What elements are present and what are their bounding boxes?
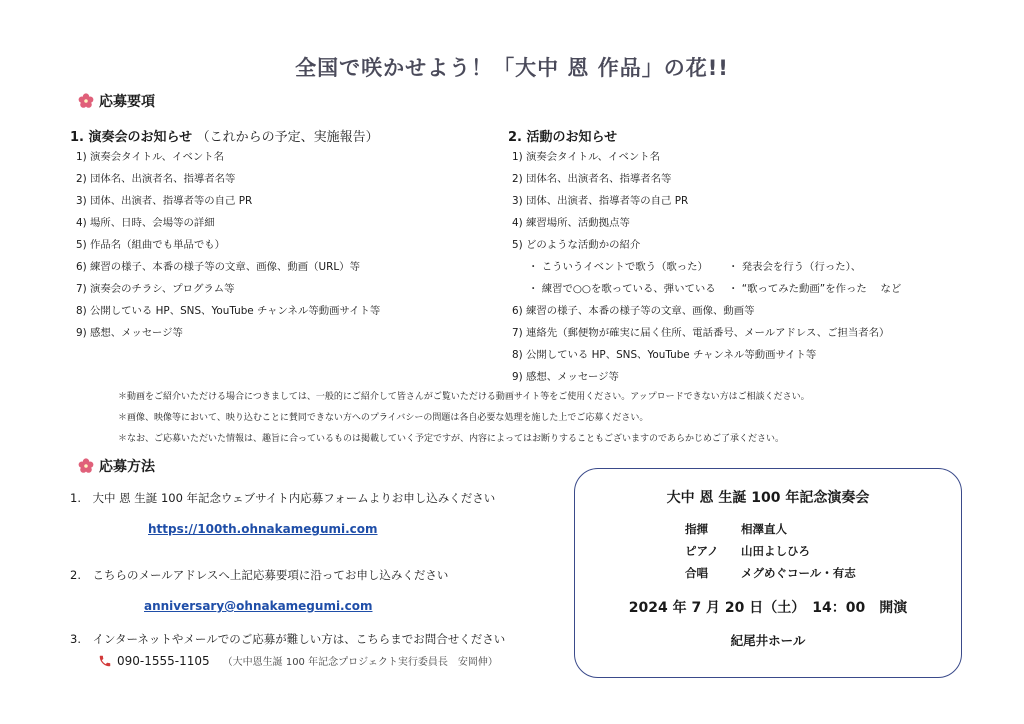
- list-item: 8) 公開している HP、SNS、YouTube チャンネル等動画サイト等: [76, 305, 381, 317]
- concert-date: 2024 年 7 月 20 日（土） 14：00 開演: [628, 600, 908, 616]
- flower-icon: [78, 458, 94, 474]
- credit-name: メグめぐコール・有志: [741, 566, 856, 580]
- note-item: ＊画像、映像等において、映り込むことに賛同できない方へのプライバシーの問題は各自必要な処理を施した上でご応募ください。: [118, 413, 649, 423]
- phone-contact: [98, 653, 498, 668]
- credit-name: 山田よしひろ: [741, 544, 811, 558]
- list-item: 2) 団体名、出演者名、指導者名等: [76, 173, 236, 185]
- requirements-heading: [78, 91, 155, 111]
- credit-role: 指揮: [685, 522, 708, 536]
- phone-note: （大中恩生誕 100 年記念プロジェクト実行委員長 安岡伸）: [222, 657, 498, 668]
- method-step-2: 2. こちらのメールアドレスへ上記応募要項に沿ってお申し込みください: [70, 568, 449, 582]
- website-link[interactable]: https://100th.ohnakamegumi.com: [148, 522, 378, 536]
- notes: [118, 387, 810, 450]
- concert-notice-heading: [70, 126, 379, 145]
- list-item: 4) 練習場所、活動拠点等: [512, 217, 630, 229]
- list-item: 7) 連絡先（郵便物が確実に届く住所、電話番号、メールアドレス、ご担当者名）: [512, 327, 890, 339]
- list-item: 3) 団体、出演者、指導者等の自己 PR: [512, 195, 689, 207]
- list-item: 4) 場所、日時、会場等の詳細: [76, 217, 215, 229]
- page-title: 全国で咲かせよう！「大中 恩 作品」の花!!: [295, 56, 729, 80]
- credit-role: ピアノ: [685, 544, 719, 558]
- concert-info-box: [574, 468, 962, 678]
- example-right: ・ “歌ってみた動画”を作った など: [728, 283, 902, 295]
- activity-notice-list: [512, 146, 901, 388]
- method-heading-label: 応募方法: [99, 459, 155, 475]
- list-item: 5) どのような活動かの紹介: [512, 239, 641, 251]
- activity-notice-heading: 2. 活動のお知らせ: [508, 130, 618, 145]
- list-item: 3) 団体、出演者、指導者等の自己 PR: [76, 195, 253, 207]
- credit-row: [685, 543, 810, 559]
- credit-row: [685, 565, 856, 581]
- concert-venue: 紀尾井ホール: [730, 633, 806, 648]
- example-left: ・ こういうイベントで歌う（歌った）: [528, 261, 708, 273]
- phone-icon: [98, 654, 112, 668]
- list-item: 6) 練習の様子、本番の様子等の文章、画像、動画等: [512, 305, 755, 317]
- email-link[interactable]: anniversary@ohnakamegumi.com: [144, 599, 373, 613]
- example-right: ・ 発表会を行う（行った）、: [728, 261, 862, 273]
- concert-notice-subtitle: （これからの予定、実施報告）: [196, 130, 379, 145]
- note-item: ＊動画をご紹介いただける場合につきましては、一般的にご紹介して皆さんがご覧いただける動画サイト等をご使用ください。アップロードできない方はご相談ください。: [118, 392, 810, 402]
- list-item: 8) 公開している HP、SNS、YouTube チャンネル等動画サイト等: [512, 349, 817, 361]
- note-item: ＊なお、ご応募いただいた情報は、趣旨に合っているものは掲載していく予定ですが、内容によってはお断りすることもございますのであらかじめご了承ください。: [118, 434, 785, 444]
- list-item: 7) 演奏会のチラシ、プログラム等: [76, 283, 235, 295]
- phone-number[interactable]: 090-1555-1105: [117, 653, 210, 668]
- list-item: 5) 作品名（組曲でも単品でも）: [76, 239, 226, 251]
- flower-icon: [78, 93, 94, 109]
- method-step-1: 1. 大中 恩 生誕 100 年記念ウェブサイト内応募フォームよりお申し込みください: [70, 491, 496, 505]
- example-row: [512, 278, 901, 300]
- list-item: 1) 演奏会タイトル、イベント名: [512, 151, 661, 163]
- credit-name: 相澤直人: [741, 522, 788, 536]
- list-item: 9) 感想、メッセージ等: [76, 327, 183, 339]
- list-item: 2) 団体名、出演者名、指導者名等: [512, 173, 672, 185]
- method-heading: [78, 456, 155, 476]
- list-item: 1) 演奏会タイトル、イベント名: [76, 151, 225, 163]
- list-item: 9) 感想、メッセージ等: [512, 371, 619, 383]
- list-item: 6) 練習の様子、本番の様子等の文章、画像、動画（URL）等: [76, 261, 360, 273]
- credit-role: 合唱: [685, 566, 708, 580]
- concert-notice-title: 1. 演奏会のお知らせ: [70, 130, 193, 145]
- credit-row: [685, 521, 787, 537]
- example-row: [512, 256, 901, 278]
- method-step-3: 3. インターネットやメールでのご応募が難しい方は、こちらまでお問合せください: [70, 632, 506, 646]
- requirements-heading-label: 応募要項: [99, 94, 155, 110]
- concert-notice-list: [76, 146, 380, 344]
- concert-title: 大中 恩 生誕 100 年記念演奏会: [666, 490, 870, 506]
- example-left: ・ 練習で○○を歌っている、弾いている: [528, 283, 716, 295]
